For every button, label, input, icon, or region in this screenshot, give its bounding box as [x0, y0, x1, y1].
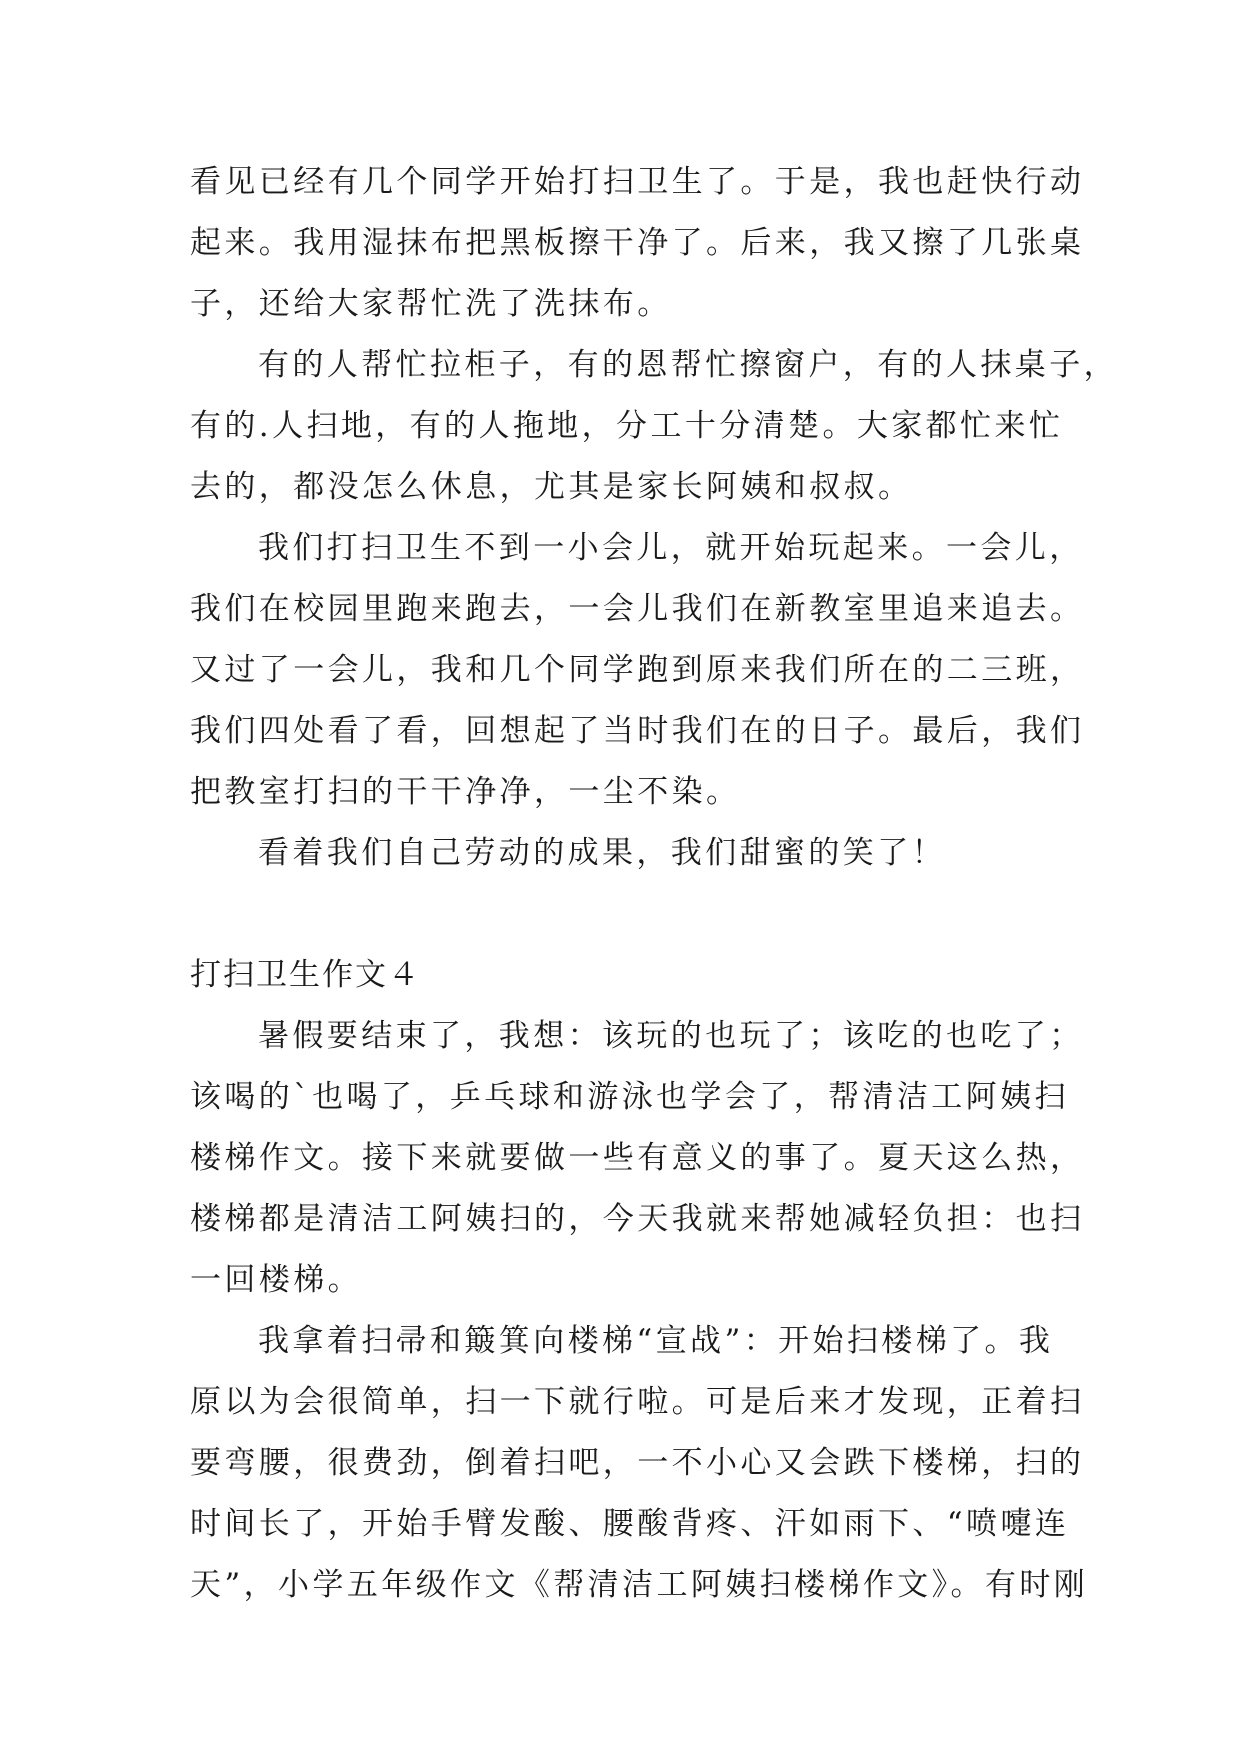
text-line: 天”，小学五年级作文《帮清洁工阿姨扫楼梯作文》。有时刚 — [190, 1567, 1089, 1603]
text-line: 楼梯作文。接下来就要做一些有意义的事了。夏天这么热， — [190, 1140, 1085, 1176]
essay-text — [190, 152, 1118, 1616]
text-line: 我们打扫卫生不到一小会儿，就开始玩起来。一会儿， — [258, 530, 1084, 566]
paragraph — [190, 1006, 1085, 1311]
text-line: 原以为会很简单，扫一下就行啦。可是后来才发现，正着扫 — [190, 1384, 1085, 1420]
text-line: 时间长了，开始手臂发酸、腰酸背疼、汗如雨下、“喷嚏连 — [190, 1506, 1070, 1542]
text-line: 有的人帮忙拉柜子，有的恩帮忙擦窗户，有的人抹桌子， — [258, 347, 1118, 383]
text-line: 我们在校园里跑来跑去，一会儿我们在新教室里追来追去。 — [190, 591, 1085, 627]
text-line: 我们四处看了看，回想起了当时我们在的日子。最后，我们 — [190, 713, 1085, 749]
section-gap — [190, 884, 1070, 945]
text-line: 看见已经有几个同学开始打扫卫生了。于是，我也赶快行动 — [190, 164, 1085, 200]
paragraph — [190, 335, 1118, 518]
text-line: 有的.人扫地，有的人拖地，分工十分清楚。大家都忙来忙 — [190, 408, 1064, 444]
text-line: 把教室打扫的干干净净，一尘不染。 — [190, 774, 741, 810]
text-line: 看着我们自己劳动的成果，我们甜蜜的笑了！ — [258, 835, 946, 871]
text-line: 去的，都没怎么休息，尤其是家长阿姨和叔叔。 — [190, 469, 913, 505]
paragraph — [190, 152, 1085, 335]
text-line: 子，还给大家帮忙洗了洗抹布。 — [190, 286, 672, 322]
paragraph — [190, 1311, 1089, 1616]
text-line: 楼梯都是清洁工阿姨扫的，今天我就来帮她减轻负担：也扫 — [190, 1201, 1085, 1237]
paragraph — [190, 823, 1070, 884]
paragraph — [190, 518, 1085, 823]
section-title: 打扫卫生作文４ — [190, 957, 421, 993]
text-line: 起来。我用湿抹布把黑板擦干净了。后来，我又擦了几张桌 — [190, 225, 1085, 261]
text-line: 该喝的`也喝了，乒乓球和游泳也学会了，帮清洁工阿姨扫 — [190, 1079, 1069, 1115]
text-line: 要弯腰，很费劲，倒着扫吧，一不小心又会跌下楼梯，扫的 — [190, 1445, 1085, 1481]
text-line: 一回楼梯。 — [190, 1262, 362, 1298]
text-line: 我拿着扫帚和簸箕向楼梯“宣战”：开始扫楼梯了。我 — [258, 1323, 1054, 1359]
text-line: 暑假要结束了，我想：该玩的也玩了；该吃的也吃了； — [258, 1018, 1084, 1054]
text-line: 又过了一会儿，我和几个同学跑到原来我们所在的二三班， — [190, 652, 1085, 688]
